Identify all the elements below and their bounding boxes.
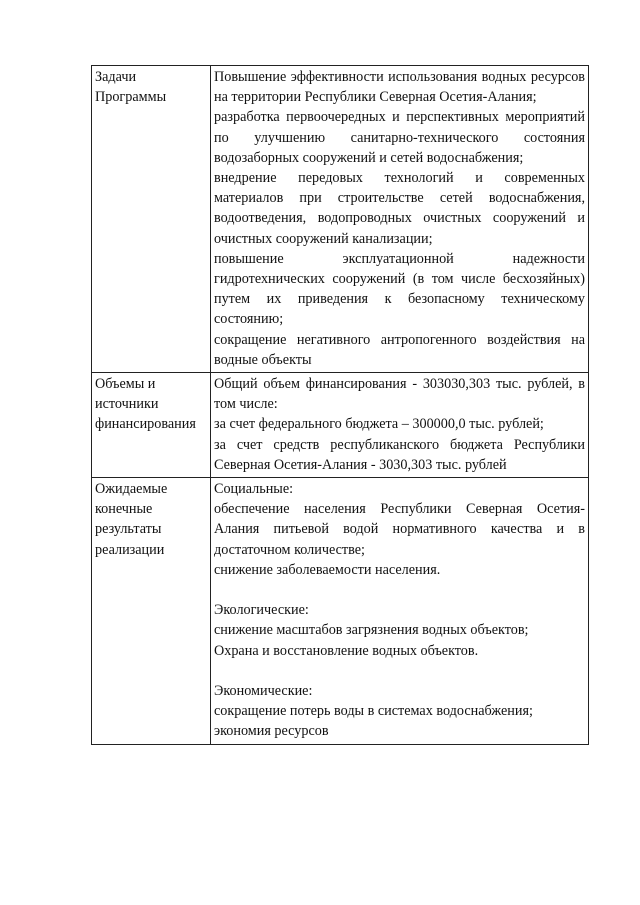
- label-line: Задачи: [95, 69, 137, 85]
- row-label-results: [92, 478, 211, 745]
- paragraph: за счет средств республиканского бюджета Республики Северная Осетия-Алания - 3030,303 тыс. рублей: [214, 436, 585, 473]
- paragraph: сокращение потерь воды в системах водоснабжения;: [214, 703, 533, 720]
- paragraph: снижение заболеваемости населения.: [214, 561, 441, 578]
- paragraph: снижение масштабов загрязнения водных объектов;: [214, 622, 529, 639]
- paragraph: Повышение эффективности использования водных ресурсов на территории Республики Северная Осетия-Алания;: [214, 69, 585, 106]
- label-line: Ожидаемые: [95, 481, 168, 498]
- label-line: результаты: [95, 521, 162, 538]
- blank-line: [214, 580, 585, 600]
- paragraph-heading-ecological: Экологические:: [214, 602, 309, 619]
- label-line: реализации: [95, 541, 165, 558]
- label-line: источники: [95, 396, 159, 413]
- row-label-financing: [92, 373, 211, 478]
- row-content-financing: [211, 373, 589, 478]
- label-line: Программы: [95, 89, 167, 106]
- paragraph: Общий объем финансирования - 303030,303 тыс. рублей, в том числе:: [214, 376, 585, 413]
- table-row-financing: [92, 373, 589, 478]
- row-label-tasks: [92, 66, 211, 373]
- label-line: Объемы и: [95, 376, 156, 393]
- paragraph: внедрение передовых технологий и современных материалов при строительстве сетей водоснабжения, водоотведения, водопроводных очистных сооружений и очистных сооружений канализации;: [214, 170, 585, 247]
- paragraph: за счет федерального бюджета – 300000,0 тыс. рублей;: [214, 416, 544, 433]
- row-content-results: [211, 478, 589, 745]
- paragraph-heading-social: Социальные:: [214, 481, 294, 498]
- blank-line: [214, 661, 585, 681]
- label-line: конечные: [95, 501, 153, 518]
- paragraph: экономия ресурсов: [214, 723, 329, 740]
- paragraph: Охрана и восстановление водных объектов.: [214, 642, 479, 659]
- table-row-tasks: [92, 66, 589, 373]
- paragraph: обеспечение населения Республики Северная Осетия-Алания питьевой водой нормативного качества и в достаточном количестве;: [214, 501, 585, 558]
- paragraph: разработка первоочередных и перспективных мероприятий по улучшению санитарно-технического состояния водозаборных сооружений и сетей водоснабжения;: [214, 109, 585, 166]
- row-content-tasks: [211, 66, 589, 373]
- program-passport-table: [91, 65, 589, 745]
- paragraph: сокращение негативного антропогенного воздействия на водные объекты: [214, 331, 585, 368]
- table-row-results: [92, 478, 589, 745]
- label-line: финансирования: [95, 416, 196, 433]
- paragraph: повышение эксплуатационной надежности гидротехнических сооружений (в том числе бесхозяйных) путем их приведения к безопасному техническому состоянию;: [214, 250, 585, 328]
- paragraph-heading-economic: Экономические:: [214, 683, 313, 700]
